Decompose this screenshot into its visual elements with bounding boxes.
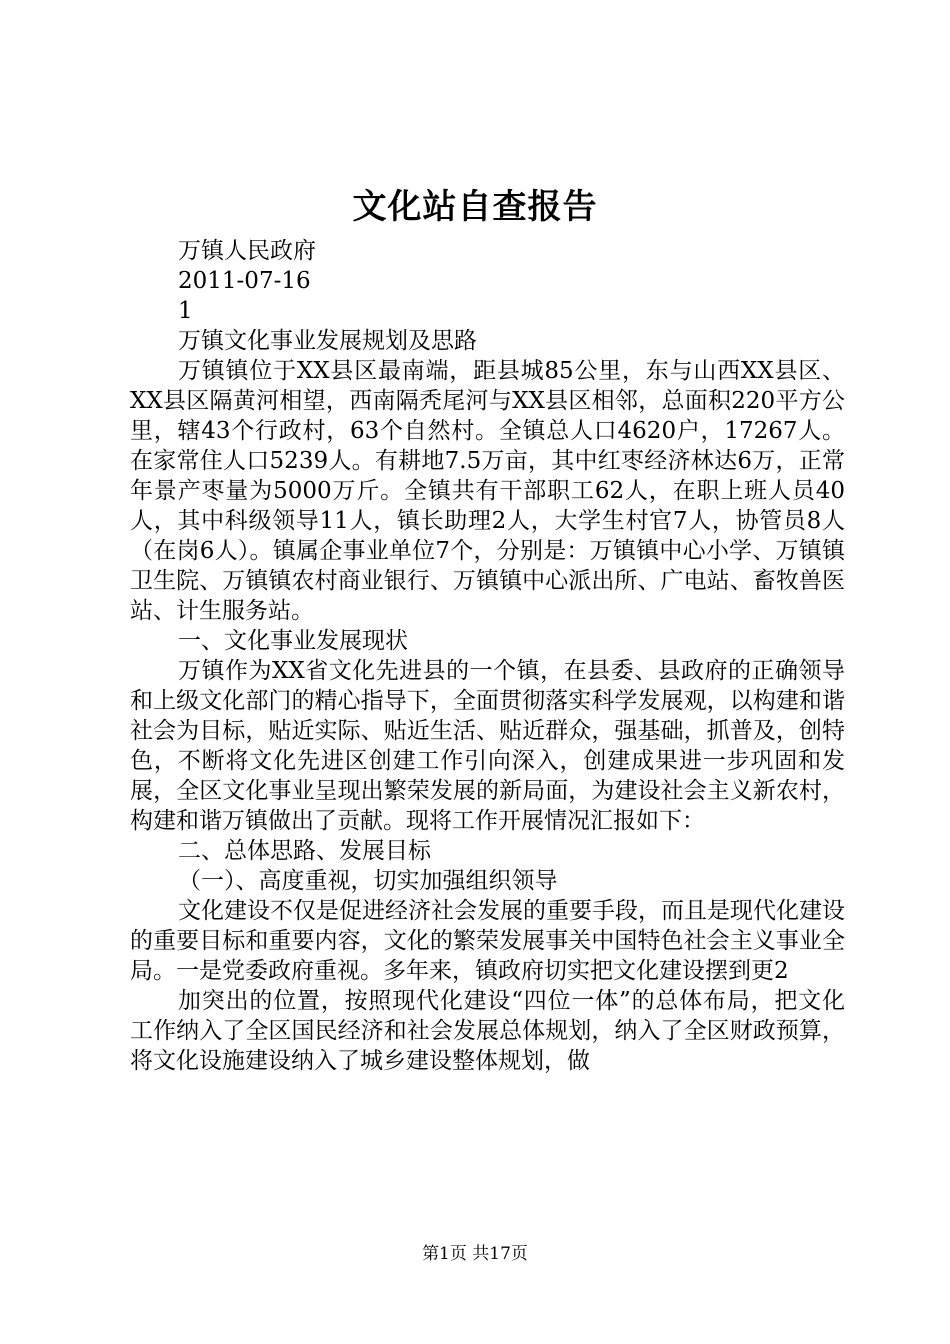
page-footer: 第1页 共17页 [422, 1244, 528, 1264]
date-line: 2011-07-16 [178, 268, 311, 294]
paragraph: 文化建设不仅是促进经济社会发展的重要手段，而且是现代化建设的重要目标和重要内容，文化的繁荣发展事关中国特色社会主义事业全局。一是党委政府重视。多年来，镇政府切实把文化建设摆到更2 [130, 898, 845, 984]
author-line: 万镇人民政府 [178, 238, 316, 264]
subsection-heading: （一）、高度重视，切实加强组织领导 [178, 868, 558, 894]
subtitle-line: 万镇文化事业发展规划及思路 [178, 328, 477, 354]
section-heading: 一、文化事业发展现状 [178, 628, 408, 654]
document-body [130, 236, 845, 1076]
paragraph: 万镇镇位于XX县区最南端，距县城85公里，东与山西XX县区、XX县区隔黄河相望，西南隔秃尾河与XX县区相邻，总面积220平方公里，辖43个行政村，63个自然村。全镇总人口4620户，17267人。在家常住人口5239人。有耕地7.5万亩，其中红枣经济林达6万，正常年景产枣量为5000万斤。全镇共有干部职工62人，在职上班人员40人，其中科级领导11人，镇长助理2人，大学生村官7人，协管员8人（在岗6人）。镇属企事业单位7个，分别是：万镇镇中心小学、万镇镇卫生院、万镇镇农村商业银行、万镇镇中心派出所、广电站、畜牧兽医站、计生服务站。 [130, 358, 845, 624]
number-line: 1 [178, 298, 193, 324]
section-heading: 二、总体思路、发展目标 [178, 838, 431, 864]
paragraph: 万镇作为XX省文化先进县的一个镇，在县委、县政府的正确领导和上级文化部门的精心指导下，全面贯彻落实科学发展观，以构建和谐社会为目标，贴近实际、贴近生活、贴近群众，强基础，抓普及，创特色，不断将文化先进区创建工作引向深入，创建成果进一步巩固和发展，全区文化事业呈现出繁荣发展的新局面，为建设社会主义新农村，构建和谐万镇做出了贡献。现将工作开展情况汇报如下： [130, 658, 845, 834]
document-title: 文化站自查报告 [352, 187, 598, 227]
paragraph: 加突出的位置，按照现代化建设“四位一体”的总体布局，把文化工作纳入了全区国民经济和社会发展总体规划，纳入了全区财政预算，将文化设施建设纳入了城乡建设整体规划，做 [130, 988, 845, 1074]
